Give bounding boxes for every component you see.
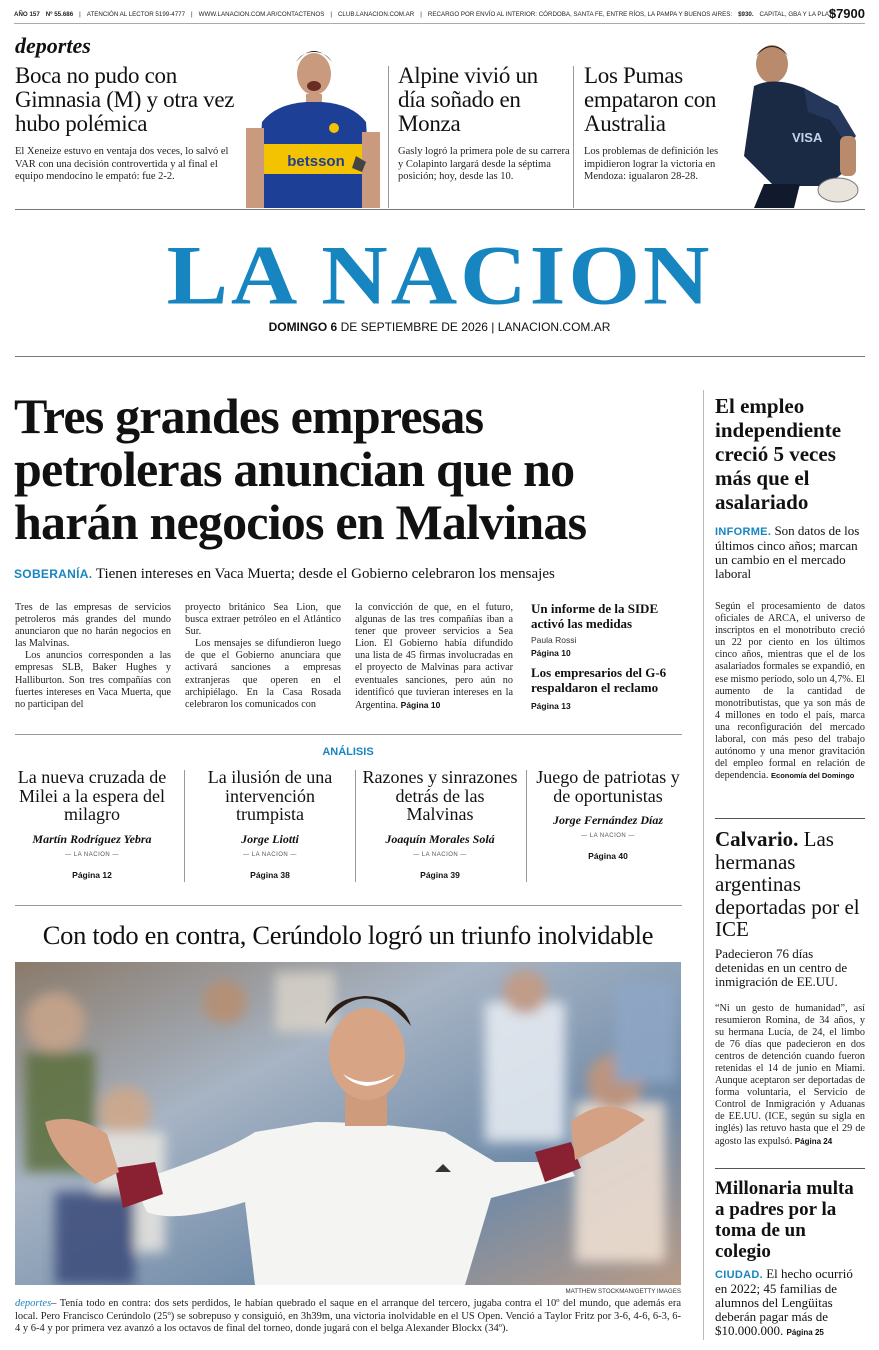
related-g6[interactable]: [531, 666, 681, 711]
main-col1-p1: Tres de las empresas de servicios petroleros más grandes del mundo anunciaron que no harán negocios en las Malvinas.: [15, 602, 171, 650]
analysis-outlet: — LA NACION —: [581, 833, 635, 839]
alpine-headline[interactable]: Alpine vivió un día soñado en Monza: [398, 63, 538, 136]
analysis-item[interactable]: [15, 768, 169, 880]
ice-sub: Padecieron 76 días detenidas en un centro de inmigración de EE.UU.: [715, 945, 848, 989]
right-story-employment[interactable]: [715, 394, 865, 782]
main-sub-text: Tienen intereses en Vaca Muerta; desde el Gobierno celebraron los mensajes: [95, 566, 555, 582]
related-g6-title[interactable]: Los empresarios del G-6 respaldaron el reclamo: [531, 665, 667, 695]
fine-page-ref[interactable]: Página 25: [786, 1328, 824, 1337]
fine-sub-text: El hecho ocurrió en 2022; 45 familias de alumnos del Lengüitas deberán pagar más de $10.000.000.: [715, 1266, 853, 1338]
surcharge-price: $930.: [738, 11, 754, 18]
analysis-page[interactable]: Página 39: [420, 869, 460, 880]
year-label: AÑO 157: [14, 11, 40, 18]
analysis-title[interactable]: Juego de patriotas y de oportunistas: [536, 767, 680, 806]
main-kicker: SOBERANÍA.: [14, 567, 93, 581]
main-column-3: [355, 602, 513, 712]
main-col3-text: la convicción de que, en el futuro, algunas de las tres compañías iban a tener que proveer servicios a Sea Lion. El Gobierno había difundido una lista de 45 firmas involucradas en el proyecto de Malvinas para activar eventuales sanciones, pero aún no identificó que tuvieran intereses en la Argentina.: [355, 602, 513, 711]
analysis-author: Jorge Liotti: [241, 831, 299, 846]
surcharge-tail: CAPITAL, GBA Y LA PLATA: [759, 11, 837, 18]
photo-credit: MATTHEW STOCKMAN/GETTY IMAGES: [565, 1288, 681, 1295]
alpine-body: Gasly logró la primera pole de su carrera y Colapinto largará desde la séptima posición; hoy, desde las 10.: [398, 146, 570, 182]
main-subheadline: [14, 566, 684, 583]
right-rule-2: [715, 1168, 865, 1169]
employment-headline[interactable]: El empleo independiente creció 5 veces más que el asalariado: [715, 394, 842, 514]
main-headline[interactable]: Tres grandes empresas petroleras anuncian que no harán negocios en Malvinas: [14, 388, 587, 550]
analysis-outlet-name: LA NACION: [251, 851, 289, 858]
related-side-title[interactable]: Un informe de la SIDE activó las medidas: [531, 601, 659, 631]
main-col1-p2: Los anuncios corresponden a las empresas SLB, Baker Hughes y Halliburton. Son tres compañías con fuertes intereses en Vaca Muerta, que no participan del: [15, 650, 171, 710]
photo-top-rule: [15, 905, 682, 906]
photo-caption: deportes– Tenía todo en contra: dos sets perdidos, le habían quebrado el saque en el arranque del tercero, jugaba contra el 10º del mundo, que además era local. Pero Francisco Cerúndolo (25º) se sobrepuso y consiguió, en 3h39m, una victoria inolvidable en el US Open. Venció a Taylor Fritz por 3-6, 4-6, 6-3, 6-4 y 6-4 y por primera vez avanzó a los octavos de final del torneo, donde jugará con el belga Alexander Blockx (34º).: [15, 1298, 681, 1334]
ice-body: [715, 1003, 865, 1148]
contact-link[interactable]: WWW.LANACION.COM.AR/CONTACTENOS: [198, 11, 325, 18]
analysis-page[interactable]: Página 38: [250, 869, 290, 880]
employment-body-text: Según el procesamiento de datos oficiales de ARCA, el universo de inscriptos en el monotributo creció un 22 por ciento en los últimos cinco años, mientras que el de los asalariados formales se expandió, en ese mismo período, solo un 4,7%. El aumento de la cantidad de monotributistas, que ya son más de 4 millones en todo el país, marca una reconfiguración del mercado laboral, con más peso del trabajo autónomo y una menor gravitación del empleo formal en relación de dependencia.: [715, 601, 865, 782]
dateline-day: DOMINGO 6: [268, 320, 338, 334]
boca-headline[interactable]: Boca no pudo con Gimnasia (M) y otra vez hubo polémica: [15, 63, 235, 136]
analysis-author: Martín Rodríguez Yebra: [32, 831, 152, 846]
ice-page-ref[interactable]: Página 24: [794, 1136, 833, 1146]
analysis-label: ANÁLISIS: [322, 746, 374, 758]
issue-number: Nº 55.686: [45, 11, 74, 18]
pumas-headline[interactable]: Los Pumas empataron con Australia: [584, 63, 717, 136]
photo-headline[interactable]: Con todo en contra, Cerúndolo logró un triunfo inolvidable: [42, 920, 654, 950]
pumas-body: Los problemas de definición les impidieron lograr la victoria en Mendoza: igualaron 28-28.: [584, 146, 719, 182]
dateline-rest: DE SEPTIEMBRE DE 2026 | LANACION.COM.AR: [340, 320, 611, 334]
analysis-top-rule: [15, 734, 682, 735]
svg-text:VISA: VISA: [792, 130, 823, 145]
fine-headline[interactable]: Millonaria multa a padres por la toma de un colegio: [715, 1178, 854, 1262]
analysis-author: Jorge Fernández Díaz: [552, 813, 663, 827]
fine-kicker: CIUDAD.: [715, 1269, 763, 1281]
ice-headline-bold[interactable]: Calvario.: [715, 827, 799, 851]
dateline: [0, 320, 879, 334]
analysis-outlet-name: LA NACION: [421, 851, 459, 858]
surcharge-text: RECARGO POR ENVÍO AL INTERIOR: CÓRDOBA, SANTA FE, ENTRE RÍOS, LA PAMPA Y BUENOS AIRES:: [427, 11, 733, 18]
sports-story-pumas[interactable]: [584, 64, 734, 184]
analysis-author: Joaquín Morales Solá: [385, 831, 495, 846]
analysis-divider: [355, 770, 356, 882]
sports-band-bottom-rule: [15, 209, 865, 210]
club-link[interactable]: CLUB.LANACION.COM.AR: [337, 11, 415, 18]
cover-price: $7900: [828, 6, 865, 21]
main-col2-p1: proyecto británico Sea Lion, que busca extraer petróleo en el Atlántico Sur.: [185, 602, 341, 638]
sports-story-boca[interactable]: [15, 64, 240, 184]
analysis-title[interactable]: La nueva cruzada de Milei a la espera del milagro: [17, 767, 167, 824]
shirt-sponsor-text: betsson: [287, 153, 345, 170]
related-side[interactable]: [531, 602, 681, 658]
related-side-author: Paula Rossi: [531, 635, 577, 645]
employment-sub-text: Son datos de los últimos cinco años; marcan un cambio en el mercado laboral: [715, 523, 860, 581]
analysis-outlet: — LA NACION —: [65, 851, 119, 858]
caption-text: Tenía todo en contra: dos sets perdidos, le habían quebrado el saque en el arranque del tercero, jugaba contra el 10º del mundo, que además era local. Pero Francisco Cerúndolo (25º) se sobrepuso y consiguió, en 3h39m, una victoria inolvidable en el US Open. Venció a Taylor Fritz por 3-6, 4-6, 6-3, 6-4 y 6-4 y por primera vez avanzó a los octavos de final del torneo, donde jugará con el belga Alexander Blockx (34º).: [15, 1298, 681, 1334]
related-side-page[interactable]: Página 10: [531, 648, 571, 658]
sports-divider-2: [573, 66, 574, 208]
analysis-item[interactable]: [533, 768, 683, 861]
boca-player-photo: [246, 36, 382, 208]
right-column-divider: [703, 390, 704, 1340]
analysis-title[interactable]: La ilusión de una intervención trumpista: [207, 767, 333, 824]
analysis-divider: [526, 770, 527, 882]
analysis-page[interactable]: Página 12: [72, 869, 112, 880]
ice-headline-text[interactable]: Las hermanas argentinas deportadas por el ICE: [715, 827, 860, 941]
analysis-page[interactable]: Página 40: [588, 851, 628, 861]
masthead-logo[interactable]: LA NACION: [166, 228, 713, 322]
employment-page-ref[interactable]: Economía del Domingo: [771, 771, 855, 781]
analysis-item[interactable]: [362, 768, 518, 880]
analysis-outlet: — LA NACION —: [243, 851, 297, 858]
related-g6-page[interactable]: Página 13: [531, 701, 571, 711]
right-story-fine[interactable]: [715, 1178, 865, 1340]
caption-section-tag[interactable]: deportes: [15, 1298, 52, 1309]
analysis-outlet-name: LA NACION: [589, 833, 627, 839]
main-column-1: [15, 602, 171, 711]
analysis-outlet: — LA NACION —: [413, 851, 467, 858]
main-col3-page-ref[interactable]: Página 10: [400, 699, 441, 710]
masthead-bottom-rule: [15, 356, 865, 357]
cerundolo-photo[interactable]: [15, 962, 681, 1285]
fine-sub: [715, 1267, 865, 1340]
analysis-title[interactable]: Razones y sinrazones detrás de las Malvinas: [362, 767, 518, 824]
analysis-item[interactable]: [190, 768, 350, 880]
main-col2-p2: Los mensajes se difundieron luego de que el Gobierno anunciara que activará sanciones a empresas extranjeras que operen en el archipiélago. En la Casa Rosada celebraron los comunicados con: [185, 638, 341, 710]
ice-body-text: “Ni un gesto de humanidad”, así resumieron Romina, de 34 años, y su hermana Lucía, de 24, el limbo de 76 días que padecieron en dos centros de detención cuando fueron retenidas el 14 de junio en Miami. Aunque aceptaron ser deportadas de forma voluntaria, el Servicio de Control de Inmigración y Aduanas de EE.UU. (ICE, según su sigla en inglés) las retuvo hasta que el 29 de agosto las expulsó.: [715, 1002, 865, 1147]
sports-divider-1: [388, 66, 389, 208]
employment-sub: [715, 524, 865, 581]
pumas-player-photo: [734, 36, 866, 208]
sports-section-tag[interactable]: deportes: [15, 33, 91, 58]
main-column-2: [185, 602, 341, 711]
right-rule-1: [715, 818, 865, 819]
right-story-ice[interactable]: [715, 828, 865, 1148]
boca-body: El Xeneize estuvo en ventaja dos veces, lo salvó el VAR con una decisión controvertida y al final el equipo mendocino le empató: fue 2-2.: [15, 146, 229, 182]
analysis-divider: [184, 770, 185, 882]
employment-kicker: INFORME.: [715, 526, 772, 538]
ice-headline[interactable]: [715, 828, 865, 941]
employment-body: [715, 601, 865, 782]
sports-story-alpine[interactable]: [398, 64, 570, 184]
top-info-strip: AÑO 157 Nº 55.686 | ATENCIÓN AL LECTOR 5199-4777 | WWW.LANACION.COM.AR/CONTACTENOS | CLUB.LANACION.COM.AR | RECARGO POR ENVÍO AL INTERIOR: CÓRDOBA, SANTA FE, ENTRE RÍOS, LA PAMPA Y BUENOS AIRES: $930. CAPITAL, GBA Y LA PLATA: [14, 6, 865, 24]
analysis-outlet-name: LA NACION: [73, 851, 111, 858]
reader-phone: ATENCIÓN AL LECTOR 5199-4777: [86, 11, 186, 18]
